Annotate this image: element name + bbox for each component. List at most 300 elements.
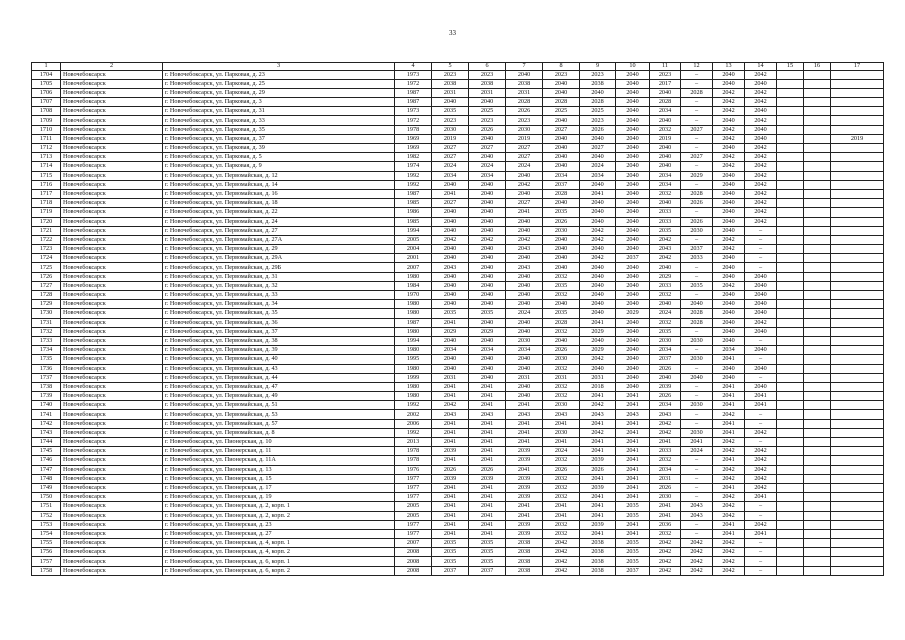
table-cell: 2042 [745,189,777,198]
table-cell: Новочебоксарск [61,419,163,428]
table-cell: 2039 [506,529,543,538]
table-cell: 2040 [745,300,777,309]
table-cell: 2041 [469,493,506,502]
table-cell: 2032 [543,483,580,492]
table-cell [804,474,831,483]
table-cell: 2023 [580,70,616,79]
table-cell [831,98,884,107]
table-cell: 2026 [469,125,506,134]
table-cell: 2040 [650,116,681,125]
table-cell: 2038 [506,539,543,548]
table-cell: 2043 [469,410,506,419]
table-cell [777,520,804,529]
column-number-cell: 5 [432,63,469,71]
table-cell: 2041 [432,382,469,391]
table-cell: 2024 [681,447,713,456]
table-cell: 2031 [469,88,506,97]
table-cell: 2041 [506,401,543,410]
column-number-cell: 7 [506,63,543,71]
table-cell [831,336,884,345]
table-cell [777,199,804,208]
table-cell [804,539,831,548]
table-cell: 2032 [543,272,580,281]
table-cell: г. Новочебоксарск, ул. Парковая, д. 31 [163,107,395,116]
table-cell [831,189,884,198]
table-cell: 2040 [616,235,650,244]
table-cell: 2041 [616,520,650,529]
table-cell: 2026 [650,392,681,401]
table-cell: 2041 [616,447,650,456]
table-cell: 2040 [616,153,650,162]
table-cell: 2042 [432,235,469,244]
table-cell: 2008 [395,566,432,575]
table-cell: 2042 [713,107,745,116]
table-cell: 2030 [681,401,713,410]
table-cell: 1987 [395,189,432,198]
table-row [32,309,884,318]
table-cell: 1974 [395,162,432,171]
table-cell: 2027 [432,144,469,153]
table-cell: 2040 [469,208,506,217]
table-cell [777,235,804,244]
table-cell: 2040 [745,382,777,391]
table-cell [777,254,804,263]
table-cell: 2040 [713,226,745,235]
table-cell: 2040 [616,281,650,290]
table-cell: Новочебоксарск [61,144,163,153]
table-cell: – [745,548,777,557]
table-cell: 2039 [432,447,469,456]
table-row [32,189,884,198]
table-cell: 2026 [681,217,713,226]
table-cell [831,153,884,162]
table-cell [777,438,804,447]
table-cell: 2024 [469,162,506,171]
table-cell: 1977 [395,529,432,538]
table-cell: Новочебоксарск [61,346,163,355]
table-cell: 2040 [469,189,506,198]
column-number-cell: 17 [831,63,884,71]
table-cell: Новочебоксарск [61,474,163,483]
table-cell: 2042 [713,410,745,419]
table-cell [777,465,804,474]
table-cell: г. Новочебоксарск, ул. Первомайская, д. 33 [163,291,395,300]
table-cell: 2038 [432,79,469,88]
table-cell: 2026 [543,465,580,474]
table-cell: 1722 [32,235,61,244]
table-cell: 2041 [616,392,650,401]
table-cell: 2041 [713,456,745,465]
table-cell: 2040 [506,254,543,263]
table-cell: 2041 [469,456,506,465]
table-cell: 2041 [616,401,650,410]
table-cell: 1969 [395,144,432,153]
table-cell: 2042 [506,235,543,244]
table-row [32,144,884,153]
table-cell [804,438,831,447]
table-cell [831,291,884,300]
table-cell: 2027 [432,153,469,162]
table-cell: 2030 [543,226,580,235]
table-cell: 1719 [32,208,61,217]
table-cell: 2040 [580,300,616,309]
table-cell: Новочебоксарск [61,199,163,208]
table-cell: 2043 [616,410,650,419]
table-cell [777,392,804,401]
table-cell: 1977 [395,520,432,529]
table-cell [831,162,884,171]
table-cell: 2026 [580,125,616,134]
table-cell: 2035 [543,208,580,217]
table-cell: 1986 [395,208,432,217]
table-cell: 2040 [543,235,580,244]
table-cell [804,309,831,318]
table-cell: 1977 [395,474,432,483]
table-cell: 2040 [580,336,616,345]
table-cell: 2042 [713,548,745,557]
table-cell: 2035 [432,107,469,116]
table-cell [831,428,884,437]
table-cell: 1984 [395,281,432,290]
table-cell: 2040 [506,300,543,309]
table-cell: 2040 [580,245,616,254]
table-cell: 2042 [506,180,543,189]
table-row [32,171,884,180]
table-cell: 2042 [681,557,713,566]
table-cell: 2029 [681,171,713,180]
table-cell: 2031 [580,373,616,382]
table-cell: Новочебоксарск [61,483,163,492]
table-cell: г. Новочебоксарск, ул. Первомайская, д. 16 [163,189,395,198]
table-cell: 2041 [469,520,506,529]
table-cell: 2040 [650,88,681,97]
table-cell: 2029 [432,327,469,336]
table-cell [777,226,804,235]
table-cell [831,309,884,318]
table-cell: 2042 [713,539,745,548]
table-cell: 2042 [745,474,777,483]
table-row [32,263,884,272]
table-cell: г. Новочебоксарск, ул. Первомайская, д. 38 [163,336,395,345]
table-cell: 2037 [616,254,650,263]
table-cell: 2040 [580,272,616,281]
table-cell: 2039 [580,520,616,529]
table-cell: 2041 [469,502,506,511]
table-cell: 2040 [616,180,650,189]
table-cell: 2041 [616,456,650,465]
table-cell: 2034 [650,180,681,189]
table-row [32,70,884,79]
table-cell: г. Новочебоксарск, ул. Пионерская, д. 10 [163,438,395,447]
table-cell: 2040 [616,263,650,272]
table-cell: 2035 [616,511,650,520]
table-cell: 2041 [506,428,543,437]
table-cell: 2042 [580,254,616,263]
table-cell: 1980 [395,309,432,318]
table-cell: 2040 [506,355,543,364]
table-cell: 1715 [32,171,61,180]
table-cell: 2041 [580,502,616,511]
table-cell: 2032 [543,291,580,300]
table-cell: 1758 [32,566,61,575]
table-cell [831,401,884,410]
table-cell: 2041 [580,529,616,538]
table-cell [777,419,804,428]
table-cell: 2040 [469,300,506,309]
table-cell: 2031 [432,373,469,382]
table-cell: 2028 [543,318,580,327]
table-cell [831,217,884,226]
table-cell: г. Новочебоксарск, ул. Первомайская, д. 29А [163,254,395,263]
table-cell: 2042 [713,281,745,290]
column-number-cell: 12 [681,63,713,71]
table-row [32,226,884,235]
table-cell: 2040 [506,364,543,373]
table-cell: Новочебоксарск [61,373,163,382]
table-cell: 2040 [616,291,650,300]
table-cell: 2040 [469,355,506,364]
table-cell: 1726 [32,272,61,281]
table-cell [804,502,831,511]
table-row [32,502,884,511]
table-cell: 2040 [650,300,681,309]
table-cell: 2042 [745,483,777,492]
table-cell: Новочебоксарск [61,447,163,456]
table-cell: 2041 [616,465,650,474]
table-cell: 2043 [506,410,543,419]
table-cell: 2043 [650,245,681,254]
table-cell: 2032 [650,125,681,134]
table-cell [804,529,831,538]
table-cell: Новочебоксарск [61,300,163,309]
table-cell: 2039 [506,474,543,483]
table-cell: 1992 [395,180,432,189]
table-cell: 2040 [650,144,681,153]
table-cell: – [681,364,713,373]
table-row [32,566,884,575]
table-cell: 2007 [395,263,432,272]
table-cell: 1728 [32,291,61,300]
table-cell: 2019 [831,134,884,143]
table-cell: 2040 [506,291,543,300]
table-cell: 2040 [580,217,616,226]
table-cell: 2040 [616,355,650,364]
column-number-cell: 8 [543,63,580,71]
table-cell: 2042 [745,318,777,327]
table-cell [777,245,804,254]
table-row [32,428,884,437]
table-cell: г. Новочебоксарск, ул. Пионерская, д. 23 [163,520,395,529]
table-cell: 2040 [432,281,469,290]
table-cell [777,208,804,217]
table-cell: 2040 [713,144,745,153]
table-cell: Новочебоксарск [61,226,163,235]
table-cell: – [681,162,713,171]
column-number-cell: 3 [163,63,395,71]
table-row [32,392,884,401]
table-cell: 2040 [713,70,745,79]
table-row [32,116,884,125]
table-cell: 2035 [469,548,506,557]
table-cell: 2035 [432,539,469,548]
table-cell: 2035 [432,309,469,318]
table-cell [831,116,884,125]
table-cell: Новочебоксарск [61,98,163,107]
table-cell: 1987 [395,88,432,97]
table-cell: 2040 [713,217,745,226]
table-cell [831,373,884,382]
table-cell [777,153,804,162]
table-cell: 2040 [543,88,580,97]
table-cell: 2008 [395,548,432,557]
table-cell: 2040 [616,125,650,134]
table-cell: Новочебоксарск [61,529,163,538]
table-cell: Новочебоксарск [61,364,163,373]
table-cell: – [681,291,713,300]
table-row [32,346,884,355]
table-cell: Новочебоксарск [61,281,163,290]
table-cell: 2037 [543,180,580,189]
table-cell: 2042 [543,539,580,548]
table-cell: 2023 [432,70,469,79]
table-cell: 1748 [32,474,61,483]
table-cell: 1745 [32,447,61,456]
table-cell: г. Новочебоксарск, ул. Пионерская, д. 2, корп. 2 [163,511,395,520]
table-cell: 1992 [395,171,432,180]
table-cell [804,419,831,428]
table-cell: 2039 [506,520,543,529]
table-cell: 1992 [395,401,432,410]
table-cell [804,456,831,465]
table-cell: 2028 [650,98,681,107]
table-cell: 2042 [650,548,681,557]
table-cell: 2002 [395,410,432,419]
table-cell: 2042 [681,566,713,575]
table-cell [804,272,831,281]
table-cell: г. Новочебоксарск, ул. Пионерская, д. 6, корп. 1 [163,557,395,566]
table-cell: 2040 [469,364,506,373]
table-cell: 2040 [432,355,469,364]
table-cell: 2041 [506,208,543,217]
table-cell [804,327,831,336]
table-cell: 2040 [469,245,506,254]
table-cell: 2042 [543,566,580,575]
table-cell: 2040 [616,245,650,254]
table-cell [831,318,884,327]
table-cell: 2032 [650,318,681,327]
table-cell: 2040 [713,272,745,281]
table-cell: 2042 [745,162,777,171]
table-cell: 1754 [32,529,61,538]
table-cell: 1706 [32,88,61,97]
table-cell: Новочебоксарск [61,153,163,162]
table-cell: 2040 [543,245,580,254]
table-cell: 2041 [713,520,745,529]
table-cell: 2031 [432,88,469,97]
table-cell: 2042 [713,134,745,143]
table-cell: 1978 [395,447,432,456]
table-cell: г. Новочебоксарск, ул. Парковая, д. 39 [163,144,395,153]
table-cell [804,401,831,410]
table-cell [777,447,804,456]
table-cell [777,116,804,125]
table-cell: 1976 [395,465,432,474]
table-cell [831,557,884,566]
table-cell: 2023 [506,116,543,125]
table-cell: 2042 [432,401,469,410]
table-cell [804,107,831,116]
table-cell: 2023 [469,70,506,79]
table-cell: Новочебоксарск [61,465,163,474]
table-cell: 2032 [650,189,681,198]
table-cell: 2042 [745,208,777,217]
table-cell: 2037 [432,566,469,575]
table-cell: 2040 [469,217,506,226]
table-cell: 2029 [580,346,616,355]
table-cell: 2041 [580,474,616,483]
table-cell: 2035 [650,226,681,235]
table-cell [777,346,804,355]
table-cell: – [745,245,777,254]
table-cell [831,511,884,520]
table-cell: Новочебоксарск [61,557,163,566]
table-cell: – [681,483,713,492]
column-number-cell: 16 [804,63,831,71]
table-cell: 2040 [745,291,777,300]
table-cell [831,208,884,217]
table-cell: 2029 [580,327,616,336]
table-row [32,548,884,557]
table-cell: 1750 [32,493,61,502]
table-cell: 2041 [432,456,469,465]
table-cell: 2027 [543,125,580,134]
table-cell: 2040 [469,336,506,345]
table-cell: 2040 [580,180,616,189]
table-cell: 2028 [543,98,580,107]
table-cell: г. Новочебоксарск, ул. Первомайская, д. 40 [163,355,395,364]
table-cell: 2019 [650,134,681,143]
table-cell: 2040 [432,180,469,189]
table-cell: 2023 [469,116,506,125]
table-cell [804,153,831,162]
table-cell [777,364,804,373]
table-cell: 2041 [469,529,506,538]
table-cell: г. Новочебоксарск, ул. Парковая, д. 37 [163,134,395,143]
table-cell [804,382,831,391]
table-cell: 1972 [395,79,432,88]
table-cell: 2038 [506,79,543,88]
table-cell: 2040 [745,272,777,281]
table-cell: 2026 [543,217,580,226]
table-cell: 2040 [745,79,777,88]
table-cell [777,502,804,511]
table-cell: 2040 [506,189,543,198]
table-cell: 1980 [395,364,432,373]
table-cell: 2027 [681,125,713,134]
table-cell [804,70,831,79]
table-cell [831,272,884,281]
table-cell: 2026 [681,199,713,208]
table-cell: 2043 [506,263,543,272]
table-cell: 2041 [713,419,745,428]
table-cell: 2041 [616,474,650,483]
table-cell: – [681,456,713,465]
table-cell: 2030 [650,336,681,345]
table-cell [831,144,884,153]
table-cell: г. Новочебоксарск, ул. Пионерская, д. 19 [163,493,395,502]
column-number-cell: 10 [616,63,650,71]
table-cell [804,98,831,107]
